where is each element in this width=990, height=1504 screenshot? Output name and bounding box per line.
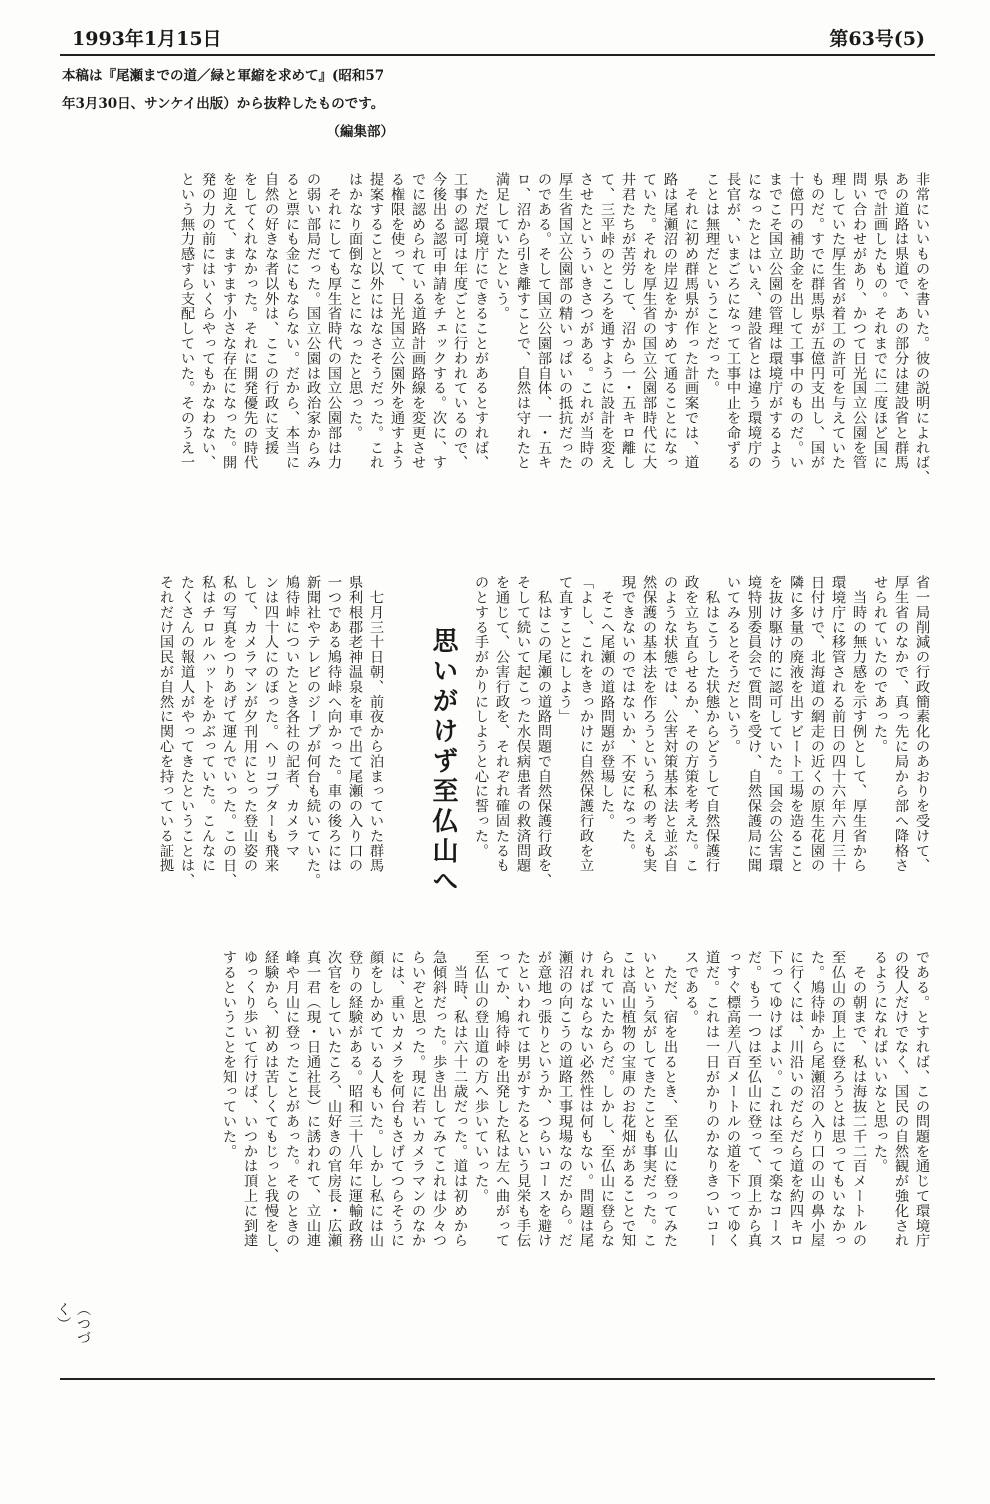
text-line: を抜け駆け的に認可していた。国会の公害環 [767,575,783,873]
text-line: 十億円の補助金を出して工事中のものだ。い [788,172,804,470]
text-line: る権限を使って、日光国立公園外を通すよう [389,172,405,470]
text-line: 境特別委員会で質問を受け、自然保護局に聞 [746,575,762,873]
section-heading: 思いがけず至仏山へ [428,627,458,897]
text-line: 至仏山の登山道の方へ歩いていった。 [473,950,489,1204]
text-line: ゆっくり歩いて行けば、いつかは頂上に到達 [242,950,258,1248]
text-line: するということを知っていた。 [221,950,237,1159]
continued-mark: （つづく） [55,1302,91,1345]
text-line: させたといういきさつがある。これが当時の [578,172,594,470]
text-line: たといわれては男がすたるという見栄も手伝 [515,950,531,1248]
text-line: た。鳩待峠から尾瀬沼の入り口の山の鼻小屋 [809,950,825,1248]
text-line: して、カメラマンが夕刊用にとった登山姿の [242,575,258,873]
text-line: 提案すること以外にはなさそうだった。これ [368,172,384,470]
text-line: たくさんの報道人がやってきたということは、 [179,575,195,888]
text-line: 隣に多量の廃液を出すビート工場を造ること [788,575,804,873]
text-line: 省一局削減の行政簡素化のあおりを受けて、 [914,575,930,873]
text-line: て直すことにしよう」 [557,575,573,724]
text-line: 当時の無力感を示す例として、厚生省から [851,575,867,873]
publication-date: 1993年1月15日 [72,28,222,50]
text-line: を通じて、公害行政を、それぞれ確固たるも [494,575,510,873]
text-line: 然保護の基本法を作ろうという私の考えも実 [641,575,657,873]
text-line: そして続いて起こった水俣病患者の救済問題 [515,575,531,873]
text-line: ロ、沼から引き離すことで、自然は守れたと [515,172,531,470]
header-rule [60,54,935,56]
text-line: をしてくれなかった。それに開発優先の時代 [242,172,258,470]
text-line: ただ環境庁にできることがあるとすれば、 [473,172,489,470]
text-line: ものだ。すでに群馬県が五億円支出し、国が [809,172,825,470]
text-line: のような状態では、公害対策基本法と並ぶ自 [662,575,678,873]
text-line: を迎えて、ますます小さな存在になった。開 [221,172,237,470]
text-line: それにしても厚生省時代の国立公園部は力 [326,172,342,470]
text-line: である。とすれば、この問題を通じて環境庁 [914,950,930,1248]
text-line: の弱い部局だった。国立公園は政治家からみ [305,172,321,470]
text-line: に行くには、川沿いのだらだら道を約四キロ [788,950,804,1248]
text-line: 路は尾瀬沼の岸辺をかすめて通ることになっ [662,172,678,470]
text-line: 経験から、初めは苦しくてもじっと我慢をし、 [263,950,279,1263]
text-line: 私はこうした状態からどうして自然保護行 [704,575,720,873]
text-line: 今後出る認可申請をチェックする。次に、す [431,172,447,470]
text-line: せられていたのであった。 [872,575,888,754]
text-line: あの道路は県道で、あの部分は建設省と群馬 [893,172,909,470]
text-line: 道だ。これは一日がかりのかなりきついコー [704,950,720,1248]
text-line: 現できないのではないか、不安になった。 [620,575,636,859]
text-line: には、重いカメラを何台もさげてつらそうに [389,950,405,1248]
text-line [386,575,407,933]
text-line: スである。 [683,950,699,1025]
text-line: らいぞと思った。現に若いカメラマンのなか [410,950,426,1248]
text-columns [155,575,932,933]
text-line: その朝まで、私は海抜二千二百メートルの [851,950,867,1248]
text-line: 峰や月山に登ったことがあった。そのときの [284,950,300,1248]
text-line: いてみるとそうだという。 [725,575,741,754]
text-line: 県で計画したもの。それまでに二度ほど国に [872,172,888,470]
text-line: るようになればいいなと思った。 [872,950,888,1174]
text-line: こは高山植物の宝庫のお花畑があることで知 [620,950,636,1248]
text-line: ければならない必然性は何もない。問題は尾 [578,950,594,1248]
text-columns [176,172,932,567]
page-header [60,12,935,54]
text-line: 発の力の前にはいくらやってもかなわない、 [200,172,216,470]
text-line: 非常にいいものを書いた。彼の説明によれば、 [914,172,930,485]
text-line: 日付けで、北海道の網走の近くの原生花園の [809,575,825,873]
article-tier-1 [62,172,932,567]
text-line: そこへ尾瀬の道路問題が登場した。 [599,575,615,829]
text-line: 次官をしていたころ、山好きの官房長・広瀬 [326,950,342,1248]
text-line: 真一君（現・日通社長）に誘われて、立山連 [305,950,321,1248]
text-line: という無力感すら支配していた。そのうえ一 [179,172,195,470]
text-line: のである。そして国立公園部自体、一・五キ [536,172,552,470]
text-line: ことは無理だということだった。 [704,172,720,396]
text-line: 長官が、いまごろになって工事中止を命ずる [725,172,741,470]
text-line: ってか、鳩待峠を出発した私は左へ曲がって [494,950,510,1248]
text-line: 私はチロルハットをかぶっていた。こんなに [200,575,216,873]
text-line: 自然の好きな者以外は、ここの行政に支援 [263,172,279,456]
text-line: 県利根郡老神温泉を車で出て尾瀬の入り口の [347,575,363,873]
text-line: ると票にも金にもならない。だから、本当に [284,172,300,470]
text-line: ていた。それを厚生省の国立公園部時代に大 [641,172,657,470]
footer-rule [60,1378,935,1380]
text-line: それだけ国民が自然に関心を持っている証拠 [158,575,174,873]
text-line: 私はこの尾瀬の道路問題で自然保護行政を、 [536,575,552,888]
text-line: 至仏山の頂上に登ろうとは思ってもいなかっ [830,950,846,1248]
text-line: 問い合わせがあり、かつて日光国立公園を管 [851,172,867,470]
text-line: 厚生省のなかで、真っ先に局から部へ降格さ [893,575,909,873]
text-line: 理していた厚生省が着工の許可を与えていた [830,172,846,470]
text-line: 私の写真をつりあげて運んでいった。この日、 [221,575,237,888]
text-line: でに認められている道路計画路線を変更させ [410,172,426,470]
text-line: 井君たちが苦労して、沼から一・五キロ離し [620,172,636,470]
text-line: になったとはいえ、建設省とは違う環境庁の [746,172,762,470]
text-line: 当時、私は六十二歳だった。道は初めから [452,950,468,1248]
text-line: 登りの経験がある。昭和三十八年に運輸政務 [347,950,363,1248]
text-line: 環境庁に移管される前日の四十六年六月三十 [830,575,846,873]
editor-note-line: 年3月30日、サンケイ出版）から抜粋したものです。 [62,96,385,112]
text-line: 急傾斜だった。歩き出してみてこれは少々つ [431,950,447,1248]
text-line: までこそ国立公園の管理は環境庁がするよう [767,172,783,470]
text-line: 新聞社やテレビのジープが何台も続いていた。 [305,575,321,888]
text-line: 「よし、これをきっかけに自然保護行政を立 [578,575,594,873]
text-line: 一つである鳩待峠へ向かった。車の後ろには [326,575,342,873]
text-line: て、三平峠のところを通すように設計を変え [599,172,615,470]
text-line: だ。もう一つは至仏山に登って、頂上から真 [746,950,762,1248]
issue-number: 第63号(5) [829,28,925,50]
text-line: の役人だけでなく、国民の自然観が強化され [893,950,909,1248]
text-line: ンは四十人にのぼった。ヘリコプターも飛来 [263,575,279,873]
text-line: 瀬沼の向こうの道路工事現場なのだから。だ [557,950,573,1248]
text-line: はかなり面倒なことになったと思った。 [347,172,363,441]
article-tier-3 [55,950,932,1360]
text-line: っすぐ標高差八百メートルの道を下ってゆく [725,950,741,1248]
text-line: ただ、宿を出るとき、至仏山に登ってみた [662,950,678,1248]
text-line: が意地っ張りというか、つらいコースを避け [536,950,552,1248]
text-line: 厚生省国立公園部の精いっぱいの抵抗だった [557,172,573,470]
editor-note-line: 本稿は『尾瀬までの道／緑と軍縮を求めて』(昭和57 [62,68,385,84]
text-line: 下ってゆけばよい。これは至って楽なコース [767,950,783,1248]
editor-note [62,62,422,146]
text-line: 鳩待峠についたとき各社の記者、カメラマ [284,575,300,859]
editor-credit: （編集部） [326,124,394,140]
text-line: 顔をしかめている人もいた。しかし私には山 [368,950,384,1248]
text-line: 政を立ち直らせるか、その方策を考えた。こ [683,575,699,873]
text-line: られていたからだ。しかし、至仏山に登らな [599,950,615,1248]
text-line: いという気がしてきたことも事実だった。こ [641,950,657,1248]
text-line: 満足していたという。 [494,172,510,321]
text-line: 工事の認可は年度ごとに行われているので、 [452,172,468,470]
text-line: それに初め群馬県が作った計画案では、道 [683,172,699,470]
text-line: のとする手がかりにしようと心に誓った。 [473,575,489,859]
article-tier-2 [62,575,932,933]
text-columns [218,950,932,1360]
text-line: 七月三十日朝、前夜から泊まっていた群馬 [368,575,384,873]
